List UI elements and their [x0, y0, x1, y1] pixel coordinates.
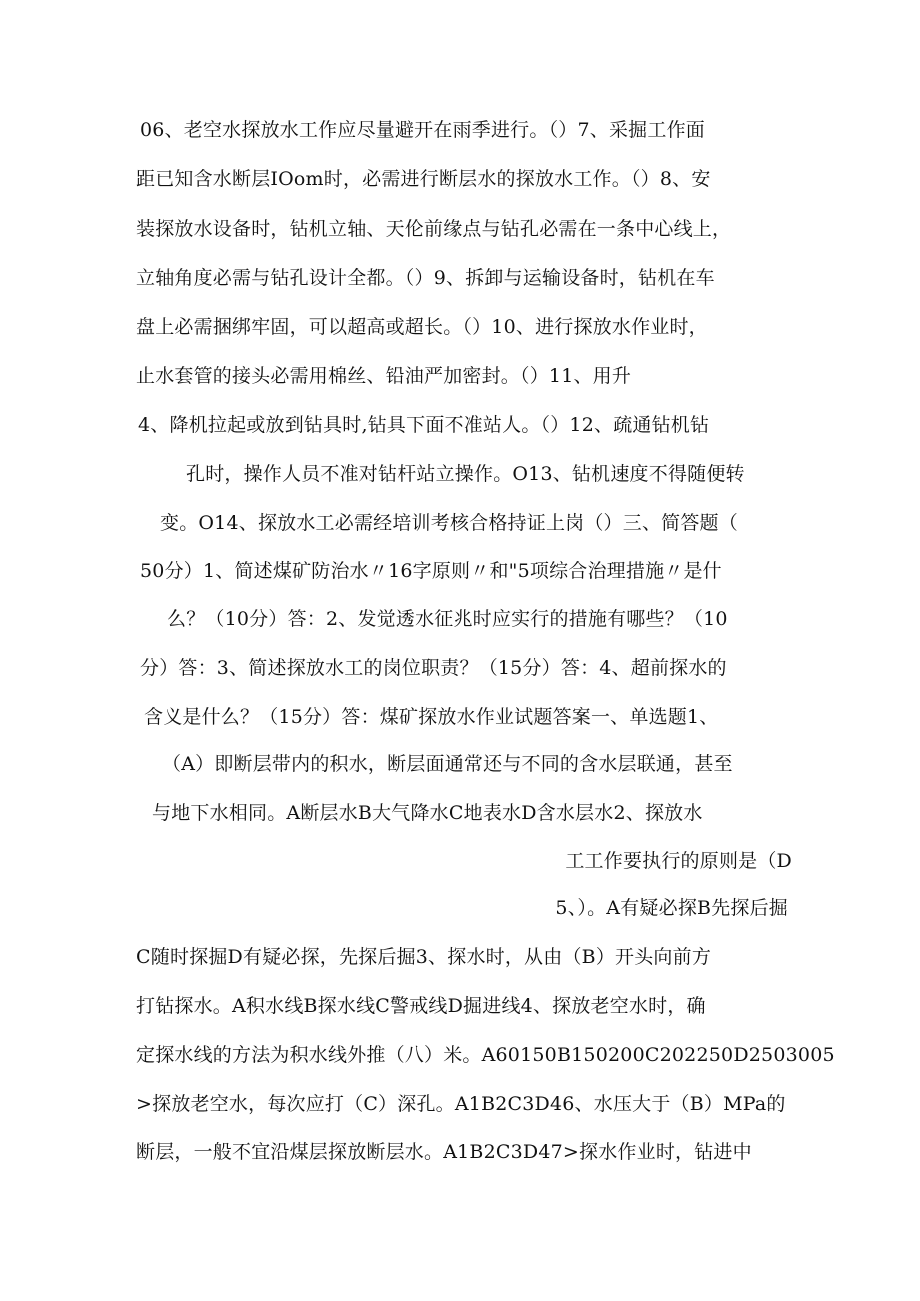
text-line-15: 与地下水相同。A断层水B大气降水C地表水D含水层水2、探放水: [152, 802, 703, 824]
text-line-8: 孔时，操作人员不准对钻杆站立操作。O13、钻机速度不得随便转: [186, 463, 745, 485]
text-line-7: 4、降机拉起或放到钻具时,钻具下面不准站人。（）12、疏通钻机钻: [138, 414, 710, 436]
text-line-9: 变。O14、探放水工必需经培训考核合格持证上岗（）三、简答题（: [160, 512, 738, 534]
text-line-14: （A）即断层带内的积水，断层面通常还与不同的含水层联通，甚至: [162, 753, 733, 775]
text-line-13: 含义是什么？（15分）答：煤矿探放水作业试题答案一、单选题1、: [144, 706, 719, 728]
text-line-19: 打钻探水。A积水线B探水线C警戒线D掘进线4、探放老空水时，确: [136, 995, 706, 1017]
text-line-16: 工工作要执行的原则是（D: [565, 850, 792, 872]
text-line-12: 分）答：3、简述探放水工的岗位职责？（15分）答：4、超前探水的: [140, 657, 727, 679]
text-line-3: 装探放水设备时，钻机立轴、天伦前缘点与钻孔必需在一条中心线上，: [136, 218, 732, 240]
text-line-11: 么？（10分）答：2、发觉透水征兆时应实行的措施有哪些？（10: [167, 608, 728, 630]
text-line-6: 止水套管的接头必需用棉丝、铅油严加密封。（）11、用升: [136, 365, 632, 387]
text-line-10: 50分）1、简述煤矿防治水〃16字原则〃和"5项综合治理措施〃是什: [140, 560, 722, 582]
text-line-2: 距已知含水断层IOom时，必需进行断层水的探放水工作。（）8、安: [136, 168, 711, 190]
text-line-18: C随时探掘D有疑必探，先探后掘3、探水时，从由（B）开头向前方: [136, 946, 712, 968]
text-line-17: 5、）。A有疑必探B先探后掘: [555, 897, 788, 919]
text-line-21: >探放老空水，每次应打（C）深孔。A1B2C3D46、水压大于（B）MPa的: [136, 1093, 786, 1115]
text-line-4: 立轴角度必需与钻孔设计全都。（）9、拆卸与运输设备时，钻机在车: [136, 267, 715, 289]
text-line-1: 06、老空水探放水工作应尽量避开在雨季进行。（）7、采掘工作面: [140, 119, 705, 141]
text-line-5: 盘上必需捆绑牢固，可以超高或超长。（）10、进行探放水作业时，: [136, 316, 708, 338]
text-line-20: 定探水线的方法为积水线外推（八）米。A60150B150200C202250D2503005: [136, 1044, 835, 1066]
text-line-22: 断层，一般不宜沿煤层探放断层水。A1B2C3D47>探水作业时，钻进中: [136, 1141, 752, 1163]
